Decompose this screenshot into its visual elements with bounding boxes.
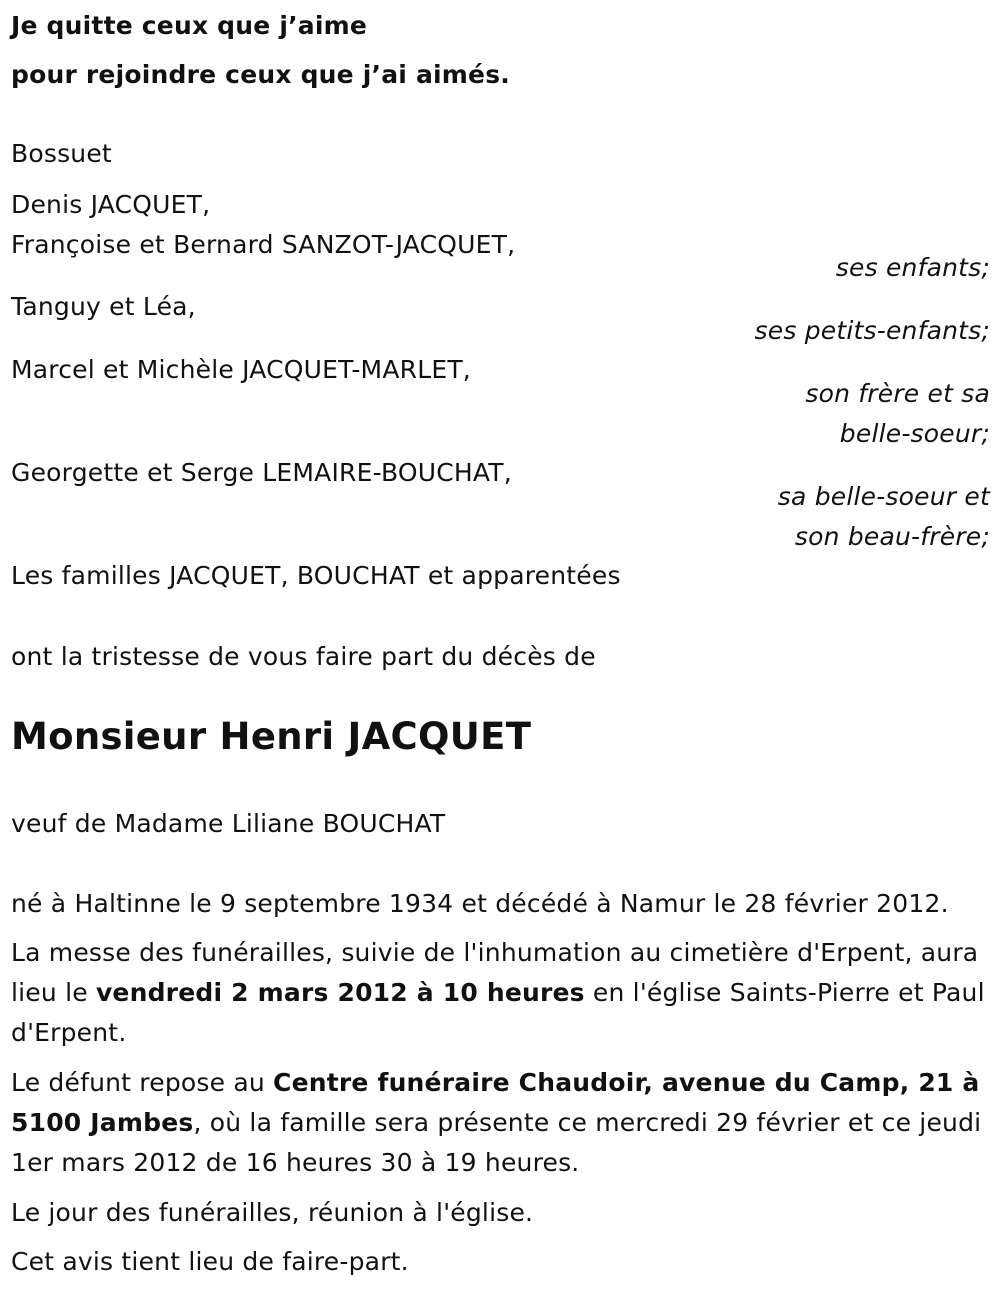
notice-text: Cet avis tient lieu de faire-part. [11, 1247, 409, 1276]
quote-line-1: Je quitte ceux que j’aime [11, 11, 368, 40]
deceased-name: Monsieur Henri JACQUET [11, 715, 532, 758]
announcement-text: ont la tristesse de vous faire part du décès de [11, 642, 596, 671]
brother-role-line-1: son frère et sa [805, 379, 990, 408]
brother-role-line-2: belle-soeur; [839, 419, 990, 448]
family-brother: Marcel et Michèle JACQUET-MARLET, [11, 355, 471, 384]
family-extended: Les familles JACQUET, BOUCHAT et apparentées [11, 561, 621, 590]
quote-author: Bossuet [11, 139, 112, 168]
rest-text-pre: Le défunt repose au [11, 1068, 274, 1097]
family-child-1: Denis JACQUET, [11, 190, 211, 219]
rest-text-post: , où la famille sera présente ce mercredi 29 février et ce jeudi 1er mars 2012 de 16 heures 30 à 19 heures. [11, 1108, 982, 1177]
rest-paragraph [11, 1063, 989, 1183]
quote-line-2: pour rejoindre ceux que j’ai aimés. [11, 60, 510, 89]
family-grandchildren: Tanguy et Léa, [11, 292, 196, 321]
funeral-text-pre: La messe des funérailles, suivie de l'inhumation au cimetière d'Erpent, aura lieu le [11, 938, 979, 1007]
family-sister-in-law: Georgette et Serge LEMAIRE-BOUCHAT, [11, 458, 512, 487]
sister-in-law-role-line-2: son beau-frère; [794, 522, 990, 551]
sister-in-law-role-line-1: sa belle-soeur et [777, 482, 990, 511]
funeral-date-time: vendredi 2 mars 2012 à 10 heures [95, 978, 585, 1007]
funeral-paragraph [11, 933, 989, 1053]
birth-death-details: né à Haltinne le 9 septembre 1934 et décédé à Namur le 28 février 2012. [11, 889, 949, 918]
funeral-text-post: en l'église Saints-Pierre et Paul d'Erpent. [11, 978, 985, 1047]
funeral-home-address: Centre funéraire Chaudoir, avenue du Camp, 21 à 5100 Jambes [11, 1068, 980, 1137]
meeting-text: Le jour des funérailles, réunion à l'église. [11, 1198, 534, 1227]
children-role: ses enfants; [835, 253, 990, 282]
family-child-2: Françoise et Bernard SANZOT-JACQUET, [11, 230, 516, 259]
widower-of: veuf de Madame Liliane BOUCHAT [11, 809, 446, 838]
grandchildren-role: ses petits-enfants; [754, 316, 990, 345]
